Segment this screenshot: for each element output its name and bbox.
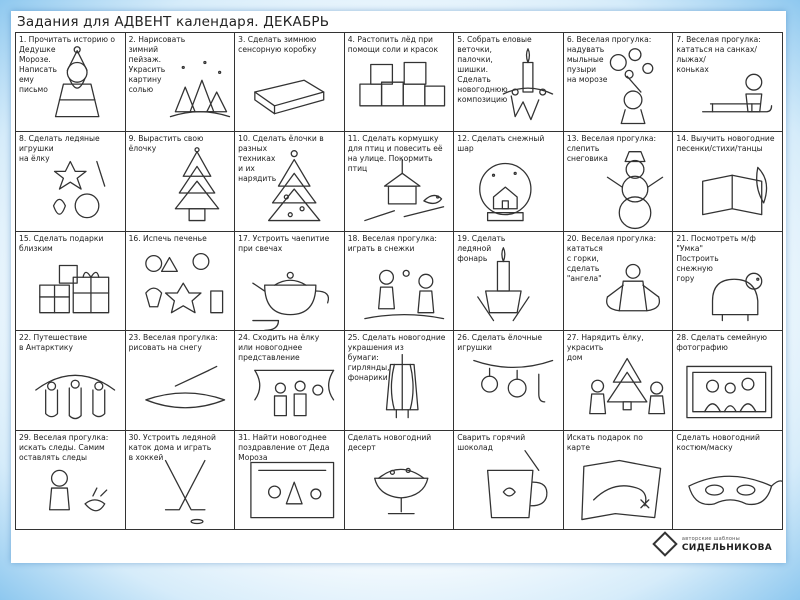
calendar-cell-text: 29. Веселая прогулка: искать следы. Самим оставлять следы [19, 432, 109, 462]
calendar-cell [454, 431, 564, 530]
calendar-cell-text: 7. Веселая прогулка: кататься на санках/ лыжах/ коньках [676, 35, 761, 74]
calendar-cell-text: Искать подарок по карте [566, 432, 643, 452]
calendar-cell-text: 22. Путешествие в Антарктику [19, 333, 88, 353]
calendar-cell [673, 331, 783, 430]
calendar-cell [454, 331, 564, 430]
publisher-logo [656, 533, 772, 555]
calendar-cell [564, 33, 674, 132]
calendar-cell [564, 331, 674, 430]
calendar-cell [235, 33, 345, 132]
calendar-grid [15, 32, 783, 530]
calendar-cell-text: 19. Сделать ледяной фонарь [457, 233, 506, 263]
calendar-cell-text: 9. Вырастить свою ёлочку [128, 134, 204, 154]
calendar-cell-text: 16. Испечь печенье [128, 233, 207, 243]
calendar-cell [126, 431, 236, 530]
calendar-cell-text: 8. Сделать ледяные игрушки на ёлку [19, 134, 100, 164]
calendar-cell [345, 232, 455, 331]
calendar-cell-text: 2. Нарисовать зимний пейзаж. Украсить картину солью [128, 35, 186, 94]
publisher-tagline: авторские шаблоны [681, 536, 740, 542]
cookies-icon [126, 232, 235, 330]
calendar-cell-text: 28. Сделать семейную фотографию [676, 333, 767, 353]
calendar-cell [16, 33, 126, 132]
calendar-cell [564, 431, 674, 530]
calendar-cell-text: Сварить горячий шоколад [457, 432, 526, 452]
calendar-cell [16, 331, 126, 430]
calendar-cell [126, 331, 236, 430]
calendar-cell-text: 6. Веселая прогулка: надувать мыльные пузыри на морозе [566, 35, 652, 84]
calendar-cell [673, 132, 783, 231]
calendar-cell [16, 132, 126, 231]
calendar-cell [345, 431, 455, 530]
calendar-cell [564, 132, 674, 231]
calendar-cell-text: 5. Собрать еловые веточки, палочки, шишки. Сделать новогоднюю композицию [457, 35, 532, 104]
calendar-cell [673, 431, 783, 530]
calendar-cell-text: 24. Сходить на ёлку или новогоднее представление [238, 333, 320, 363]
calendar-cell-text: 13. Веселая прогулка: слепить снеговика [566, 134, 657, 164]
calendar-cell-text: 1. Прочитать историю о Дедушке Морозе. Написать ему письмо [19, 35, 116, 94]
calendar-cell-text: 4. Растопить лёд при помощи соли и красок [347, 35, 439, 54]
calendar-cell-text: 14. Выучить новогодние песенки/стихи/танцы [676, 134, 775, 154]
calendar-cell-text: 23. Веселая прогулка: рисовать на снегу [128, 333, 218, 353]
calendar-cell-text: 3. Сделать зимнюю сенсорную коробку [238, 35, 317, 54]
calendar-cell-text: 27. Нарядить ёлку, украсить дом [566, 333, 644, 363]
calendar-cell-text: 17. Устроить чаепитие при свечах [238, 233, 330, 253]
calendar-cell [235, 431, 345, 530]
calendar-cell-text: 31. Найти новогоднее поздравление от Деда Мороза [238, 432, 330, 462]
calendar-cell [454, 132, 564, 231]
calendar-cell-text: 30. Устроить ледяной каток дома и играть в хоккей [128, 432, 216, 462]
publisher-logo-icon [652, 531, 677, 556]
calendar-cell-text: 15. Сделать подарки близким [19, 233, 104, 253]
calendar-cell-text: 12. Сделать снежный шар [457, 134, 545, 154]
calendar-cell-text: 20. Веселая прогулка: кататься с горки, сделать "ангела" [566, 233, 657, 283]
calendar-cell-text: 10. Сделать ёлочки в разных техниках и их нарядить [238, 134, 324, 184]
calendar-cell [126, 33, 236, 132]
calendar-cell [673, 232, 783, 331]
advent-calendar-sheet [11, 11, 786, 563]
page-title: Задания для АДВЕНТ календаря. ДЕКАБРЬ [17, 14, 330, 30]
calendar-cell [16, 431, 126, 530]
calendar-cell-text: 25. Сделать новогодние украшения из бумаги: гирлянды, фонарики [347, 333, 446, 383]
calendar-cell [126, 232, 236, 331]
calendar-cell-text: Сделать новогодний десерт [347, 432, 432, 452]
calendar-cell [454, 33, 564, 132]
calendar-cell [345, 33, 455, 132]
calendar-cell-text: Сделать новогодний костюм/маску [676, 432, 760, 452]
publisher-name: СИДЕЛЬНИКОВА [681, 543, 772, 553]
calendar-cell [235, 232, 345, 331]
calendar-cell [345, 331, 455, 430]
calendar-cell [564, 232, 674, 331]
calendar-cell [673, 33, 783, 132]
calendar-cell-text: 11. Сделать кормушку для птиц и повесить её на улице. Покормить птиц [347, 134, 443, 174]
calendar-cell [454, 232, 564, 331]
calendar-cell [126, 132, 236, 231]
calendar-cell-text: 21. Посмотреть м/ф "Умка" Построить снежную гору [676, 233, 756, 283]
calendar-cell [345, 132, 455, 231]
calendar-cell [235, 132, 345, 231]
calendar-cell [16, 232, 126, 331]
calendar-cell [235, 331, 345, 430]
calendar-cell-text: 18. Веселая прогулка: играть в снежки [347, 233, 437, 253]
calendar-cell-text: 26. Сделать ёлочные игрушки [457, 333, 543, 353]
